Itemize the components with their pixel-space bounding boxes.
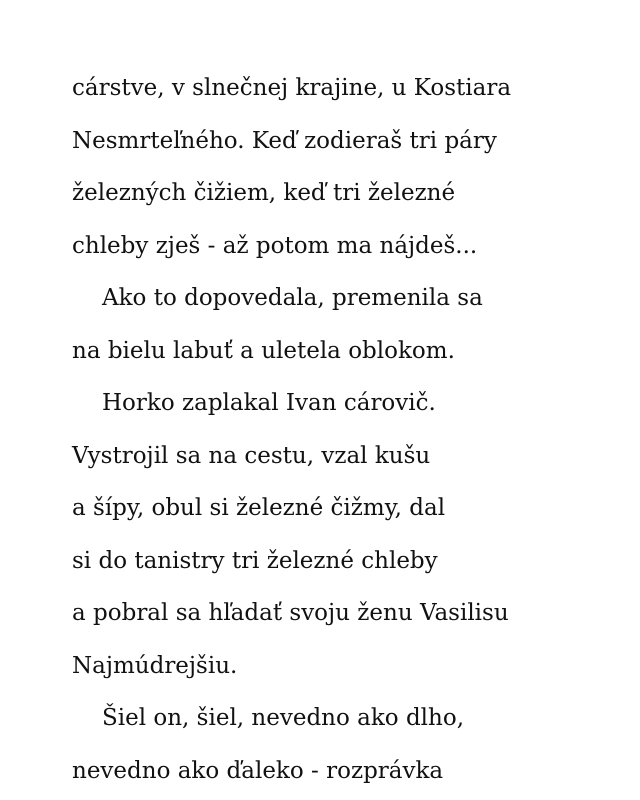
paragraph-start-line: Ako to dopovedala, premenila sa [102,285,483,311]
text-line: cárstve, v slnečnej krajine, u Kostiara [72,75,512,101]
paragraph-start-line: Šiel on, šiel, nevedno ako dlho, [102,705,465,731]
text-line: nevedno ako ďaleko - rozprávka [72,757,444,784]
text-line: Najmúdrejšiu. [72,652,238,679]
text-line: chleby zješ - až potom ma nájdeš... [72,232,478,259]
text-line: si do tanistry tri železné chleby [72,547,438,574]
text-line: Nesmrteľného. Keď zodieraš tri páry [72,127,497,154]
paragraph-start-line: Horko zaplakal Ivan cárovič. [102,390,436,416]
text-line: a pobral sa hľadať svoju ženu Vasilisu [72,600,509,626]
text-line: Vystrojil sa na cestu, vzal kušu [72,442,431,469]
story-text [72,62,612,797]
text-line: na bielu labuť a uletela oblokom. [72,337,455,364]
text-line: a šípy, obul si železné čižmy, dal [72,495,446,521]
text-line: železných čižiem, keď tri železné [72,180,456,206]
